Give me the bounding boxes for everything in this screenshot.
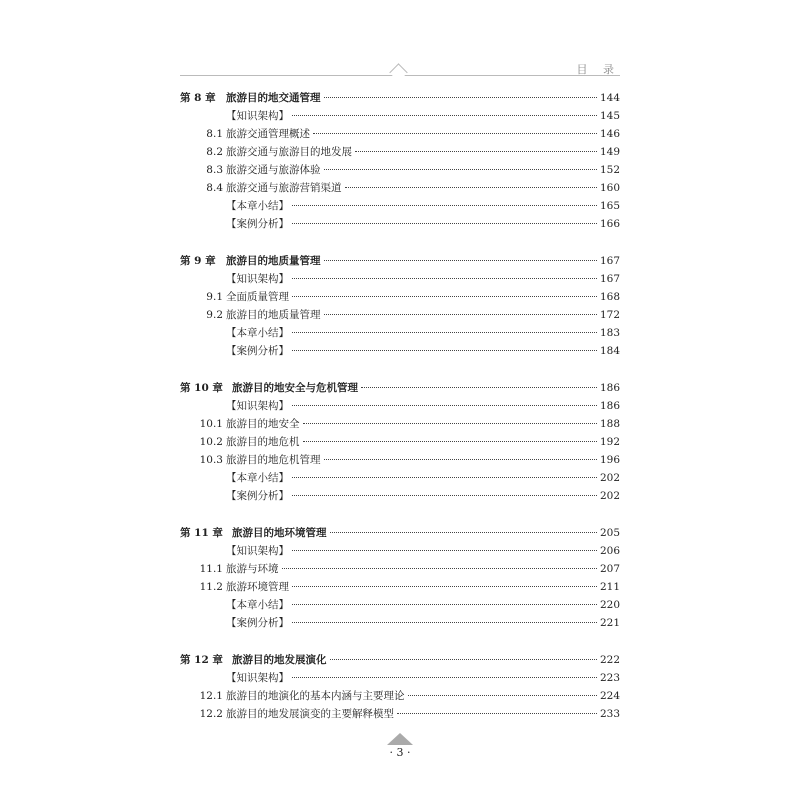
entry-page: 165 [599,200,620,212]
entry-title: 【案例分析】 [226,490,289,502]
chapter-section [180,524,620,632]
entry-number: 第 12 章 [180,654,223,666]
entry-number: 12.2 [199,708,223,720]
dot-leader [282,568,597,569]
dot-leader [324,97,597,98]
entry-number: 11.1 [199,563,223,575]
entry-page: 211 [599,581,620,593]
dot-leader [408,695,597,696]
dot-leader [292,278,597,279]
dot-leader [330,532,597,533]
entry-title: 旅游目的地发展演化 [232,654,327,666]
entry-title: 【知识架构】 [226,545,289,557]
entry-page: 202 [599,490,620,502]
entry-title: 【本章小结】 [226,327,289,339]
entry-title: 旅游与环境 [226,563,279,575]
supplement-entry[interactable] [180,342,620,360]
section-entry[interactable] [180,705,620,723]
footer-ornament-icon [387,733,413,745]
entry-number: 8.4 [206,182,223,194]
chapter-entry[interactable] [180,651,620,669]
entry-page: 183 [599,327,620,339]
chapter-entry[interactable] [180,89,620,107]
entry-title: 【案例分析】 [226,617,289,629]
entry-title: 旅游环境管理 [226,581,289,593]
supplement-entry[interactable] [180,324,620,342]
entry-number: 8.3 [206,164,223,176]
supplement-entry[interactable] [180,469,620,487]
entry-title: 旅游交通管理概述 [226,128,310,140]
entry-number: 第 10 章 [180,382,223,394]
entry-page: 149 [599,146,620,158]
chapter-section [180,651,620,723]
entry-page: 233 [599,708,620,720]
entry-page: 167 [599,273,620,285]
entry-number: 9.1 [206,291,223,303]
supplement-entry[interactable] [180,487,620,505]
dot-leader [324,169,597,170]
entry-page: 205 [599,527,620,539]
dot-leader [355,151,597,152]
dot-leader [303,441,597,442]
entry-title: 【案例分析】 [226,345,289,357]
section-entry[interactable] [180,415,620,433]
supplement-entry[interactable] [180,197,620,215]
dot-leader [397,713,597,714]
entry-page: 152 [599,164,620,176]
entry-title: 【本章小结】 [226,599,289,611]
supplement-entry[interactable] [180,397,620,415]
dot-leader [303,423,597,424]
entry-number: 10.3 [199,454,223,466]
dot-leader [292,332,597,333]
entry-page: 206 [599,545,620,557]
entry-title: 旅游目的地演化的基本内涵与主要理论 [226,690,405,702]
dot-leader [324,459,597,460]
entry-page: 172 [599,309,620,321]
dot-leader [324,260,597,261]
entry-title: 【本章小结】 [226,200,289,212]
entry-title: 【知识架构】 [226,273,289,285]
table-of-contents [180,89,620,742]
chapter-entry[interactable] [180,379,620,397]
section-entry[interactable] [180,161,620,179]
entry-title: 全面质量管理 [226,291,289,303]
supplement-entry[interactable] [180,596,620,614]
entry-number: 第 9 章 [180,255,216,267]
entry-page: 221 [599,617,620,629]
dot-leader [292,495,597,496]
entry-title: 旅游目的地交通管理 [226,92,321,104]
chapter-entry[interactable] [180,524,620,542]
dot-leader [345,187,597,188]
dot-leader [292,405,597,406]
entry-number: 8.2 [206,146,223,158]
dot-leader [292,223,597,224]
header-notch-ornament [389,63,407,81]
supplement-entry[interactable] [180,215,620,233]
running-header-title: 目 录 [576,63,620,76]
entry-title: 【知识架构】 [226,400,289,412]
entry-number: 第 11 章 [180,527,223,539]
section-entry[interactable] [180,179,620,197]
entry-number: 8.1 [206,128,223,140]
entry-page: 146 [599,128,620,140]
entry-number: 11.2 [199,581,223,593]
chapter-section [180,89,620,233]
entry-page: 222 [599,654,620,666]
supplement-entry[interactable] [180,669,620,687]
section-entry[interactable] [180,306,620,324]
chapter-entry[interactable] [180,252,620,270]
entry-title: 旅游交通与旅游营销渠道 [226,182,342,194]
entry-title: 旅游目的地危机 [226,436,300,448]
section-entry[interactable] [180,578,620,596]
dot-leader [361,387,597,388]
dot-leader [292,550,597,551]
entry-page: 223 [599,672,620,684]
chapter-section [180,379,620,505]
entry-page: 168 [599,291,620,303]
entry-title: 旅游目的地危机管理 [226,454,321,466]
section-entry[interactable] [180,125,620,143]
dot-leader [292,205,597,206]
entry-number: 第 8 章 [180,92,216,104]
section-entry[interactable] [180,451,620,469]
entry-title: 旅游目的地质量管理 [226,255,321,267]
entry-page: 220 [599,599,620,611]
entry-title: 旅游交通与旅游目的地发展 [226,146,352,158]
entry-title: 旅游目的地环境管理 [232,527,327,539]
entry-number: 10.2 [199,436,223,448]
dot-leader [324,314,597,315]
entry-title: 旅游交通与旅游体验 [226,164,321,176]
entry-page: 192 [599,436,620,448]
entry-title: 旅游目的地安全 [226,418,300,430]
supplement-entry[interactable] [180,614,620,632]
entry-page: 160 [599,182,620,194]
dot-leader [292,586,597,587]
entry-number: 12.1 [199,690,223,702]
section-entry[interactable] [180,288,620,306]
section-entry[interactable] [180,433,620,451]
entry-number: 9.2 [206,309,223,321]
entry-page: 202 [599,472,620,484]
entry-page: 207 [599,563,620,575]
chapter-section [180,252,620,360]
entry-title: 旅游目的地发展演变的主要解释模型 [226,708,394,720]
entry-page: 188 [599,418,620,430]
entry-title: 【知识架构】 [226,672,289,684]
entry-page: 167 [599,255,620,267]
entry-page: 196 [599,454,620,466]
dot-leader [330,659,597,660]
entry-title: 旅游目的地质量管理 [226,309,321,321]
dot-leader [292,296,597,297]
entry-page: 186 [599,400,620,412]
entry-page: 166 [599,218,620,230]
dot-leader [292,115,597,116]
dot-leader [292,604,597,605]
entry-page: 144 [599,92,620,104]
entry-title: 【本章小结】 [226,472,289,484]
entry-title: 旅游目的地安全与危机管理 [232,382,358,394]
dot-leader [292,477,597,478]
dot-leader [292,622,597,623]
entry-page: 145 [599,110,620,122]
page-number: · 3 · [389,746,411,759]
entry-title: 【案例分析】 [226,218,289,230]
entry-page: 186 [599,382,620,394]
section-entry[interactable] [180,143,620,161]
dot-leader [292,350,597,351]
supplement-entry[interactable] [180,107,620,125]
section-entry[interactable] [180,687,620,705]
entry-number: 10.1 [199,418,223,430]
section-entry[interactable] [180,560,620,578]
dot-leader [292,677,597,678]
supplement-entry[interactable] [180,270,620,288]
supplement-entry[interactable] [180,542,620,560]
entry-title: 【知识架构】 [226,110,289,122]
dot-leader [313,133,597,134]
entry-page: 184 [599,345,620,357]
entry-page: 224 [599,690,620,702]
